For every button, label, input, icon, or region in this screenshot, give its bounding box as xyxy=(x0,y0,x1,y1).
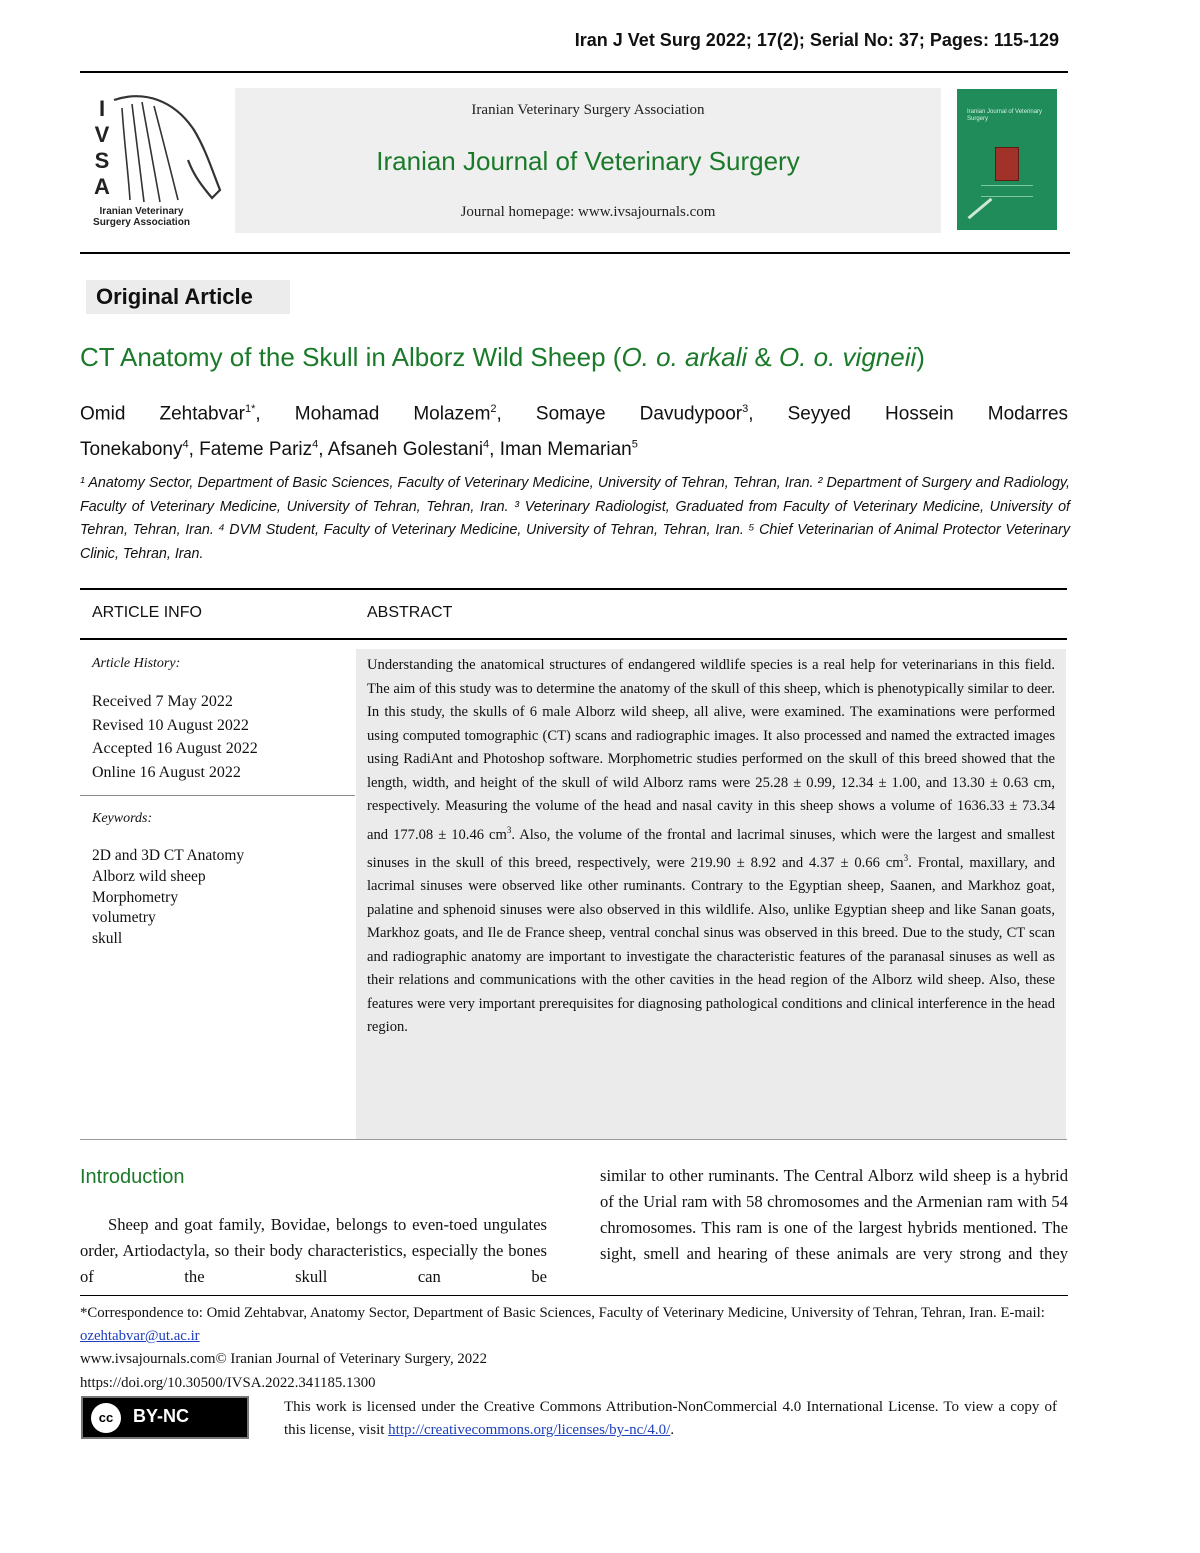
keyword: skull xyxy=(92,930,123,948)
cc-license-badge[interactable] xyxy=(81,1396,249,1439)
copyright-line: www.ivsajournals.com© Iranian Journal of Veterinary Surgery, 2022 xyxy=(80,1351,487,1367)
article-info-label: ARTICLE INFO xyxy=(92,604,202,621)
cover-lines xyxy=(981,185,1033,197)
keyword: Alborz wild sheep xyxy=(92,867,206,885)
introduction-heading: Introduction xyxy=(80,1166,185,1188)
author-name: Omid Zehtabvar xyxy=(80,403,246,425)
intro-left-column: Sheep and goat family, Bovidae, belongs to even-toed ungulates order, Artiodactyla, so their body characteristics, especially the bones of the skull can be xyxy=(80,1215,547,1286)
top-rule xyxy=(80,71,1068,73)
history-online: Online 16 August 2022 xyxy=(92,763,241,781)
abstract-label: ABSTRACT xyxy=(367,604,453,621)
abstract-bottom-rule xyxy=(80,1139,1067,1140)
cc-icon: cc xyxy=(91,1403,121,1433)
association-name: Iranian Veterinary Surgery Association xyxy=(471,102,705,118)
journal-homepage[interactable]: Journal homepage: www.ivsajournals.com xyxy=(460,204,716,220)
license-text: This work is licensed under the Creative Commons Attribution-NonCommercial 4.0 International License. To view a copy of this license, visit http://creativecommons.org/licenses/by-nc/4.0/. xyxy=(284,1399,1057,1438)
correspondence: *Correspondence to: Omid Zehtabvar, Anatomy Sector, Department of Basic Sciences, Faculty of Veterinary Medicine, University of Tehran, Tehran, Iran. E-mail: ozehtabvar@ut.ac.ir xyxy=(80,1305,1045,1344)
author-name: Iman Memarian xyxy=(499,438,632,460)
logo-letters: I V S A xyxy=(94,96,110,199)
keyword: volumetry xyxy=(92,909,156,927)
author-name: Somaye Davudypoor xyxy=(535,403,743,425)
correspondence-email-link[interactable]: ozehtabvar@ut.ac.ir xyxy=(80,1328,200,1344)
journal-title: Iranian Journal of Veterinary Surgery xyxy=(376,146,800,176)
author-name: Seyyed Hossein Modarres xyxy=(787,403,1069,425)
history-label: Article History: xyxy=(92,656,181,671)
history-revised: Revised 10 August 2022 xyxy=(92,716,249,734)
author-name: Fateme Pariz xyxy=(199,438,313,460)
article-type: Original Article xyxy=(96,284,253,309)
cover-photo xyxy=(995,147,1019,181)
author-list xyxy=(80,394,1068,465)
article-type-badge xyxy=(86,280,290,314)
history-accepted: Accepted 16 August 2022 xyxy=(92,740,258,757)
journal-header-band xyxy=(235,88,941,233)
doi-link[interactable]: https://doi.org/10.30500/IVSA.2022.341185.1300 xyxy=(80,1375,376,1391)
author-name: Afsaneh Golestani xyxy=(327,438,484,460)
author-name: Mohamad Molazem xyxy=(294,403,491,425)
author-name: Tonekabony xyxy=(80,438,183,460)
article-history xyxy=(92,690,258,784)
author-line-2: Tonekabony$^4$, Fateme Pariz$^4$, Afsaneh Golestani$^4$, Iman Memarian$^5$ xyxy=(80,438,638,460)
keywords-label: Keywords: xyxy=(92,811,153,826)
history-received: Received 7 May 2022 xyxy=(92,693,233,710)
cc-badge-label: BY-NC xyxy=(133,1406,190,1426)
info-header-rule xyxy=(80,638,1067,640)
info-top-rule xyxy=(80,588,1067,590)
ivsa-logo xyxy=(84,90,226,232)
keywords-divider xyxy=(80,795,355,796)
citation: Iran J Vet Surg 2022; 17(2); Serial No: 37; Pages: 115-129 xyxy=(574,30,1059,50)
article-title: CT Anatomy of the Skull in Alborz Wild Sheep (O. o. arkali & O. o. vigneii) xyxy=(80,342,925,372)
keyword: 2D and 3D CT Anatomy xyxy=(92,847,245,864)
author-line-1: Omid Zehtabvar$^{1*}$, Mohamad Molazem$^2$, Somaye Davudypoor$^3$, Seyyed Hossein Modarres xyxy=(80,403,1069,425)
affiliations: ¹ Anatomy Sector, Department of Basic Sciences, Faculty of Veterinary Medicine, University of Tehran, Tehran, Iran. ² Department of Surgery and Radiology, Faculty of Veterinary Medicine, University of Tehran, Tehran, Iran. ³ Veterinary Radiologist, Graduated from Faculty of Veterinary Medicine, University of Tehran, Tehran, Iran. ⁴ DVM Student, Faculty of Veterinary Medicine, University of Tehran, Tehran, Iran. ⁵ Chief Veterinarian of Animal Protector Veterinary Clinic, Tehran, Iran. xyxy=(80,475,1070,562)
cover-instrument xyxy=(968,198,993,220)
license-link[interactable]: http://creativecommons.org/licenses/by-nc/4.0/ xyxy=(388,1422,671,1438)
keywords-list xyxy=(92,846,244,950)
intro-right-column: similar to other ruminants. The Central Alborz wild sheep is a hybrid of the Urial ram with 58 chromosomes and the Armenian ram with 54 chromosomes. This ram is one of the largest hybrids mentioned. The sight, smell and hearing of these animals are very strong and they xyxy=(600,1166,1068,1263)
abstract-text: Understanding the anatomical structures of endangered wildlife species is a real help for veterinarians in this field. The aim of this study was to determine the anatomy of the skull of this sheep, which is phenotypically similar to deer. In this study, the skulls of 6 male Alborz wild sheep, all alive, were examined. The examinations were performed using computed tomographic (CT) scans and radiographic images. It also processed and named the extracted images using RadiAnt and Photoshop software. Morphometric studies performed on the skull of this breed showed that the length, width, and height of the skull of wild Alborz rams were 25.28 ± 0.99, 12.34 ± 1.00, and 13.30 ± 0.63 cm, respectively. Measuring the volume of the head and nasal cavity in this sheep shows a volume of 1636.33 ± 73.34 and 177.08 ± 10.46 $cm^3$. Also, the volume of the frontal and lacrimal sinuses, which were the largest and smallest sinuses in the skull of this breed, respectively, were 219.90 ± 8.92 and 4.37 ± 0.66 $cm^3$. Frontal, maxillary, and lacrimal sinuses were observed like other ruminants. Contrary to the Egyptian sheep, Saanen, and Markhoz goat, palatine and sphenoid sinuses were also observed in this wildlife. Also, unlike Egyptian sheep and like Sanan goats, Markhoz goats, and Ile de France sheep, ventral conchal sinus was observed in this breed. Due to the study, CT scan and radiographic anatomy are important to investigate the characteristic features of the paranasal sinuses as well as their relations and communications with the other cavities in the head region of the Alborz wild sheep. Also, these features were very important prerequisites for diagnosing pathological conditions and clinical interference in the head region. xyxy=(367,657,1055,1036)
cover-title: Iranian Journal of Veterinary Surgery xyxy=(967,109,1043,122)
logo-caption: Iranian Veterinary Surgery Association xyxy=(93,206,190,228)
footnote-rule xyxy=(80,1295,1068,1296)
abstract-panel xyxy=(356,649,1066,1139)
keyword: Morphometry xyxy=(92,888,179,906)
header-bottom-rule xyxy=(80,252,1070,254)
journal-cover-image xyxy=(957,89,1057,230)
